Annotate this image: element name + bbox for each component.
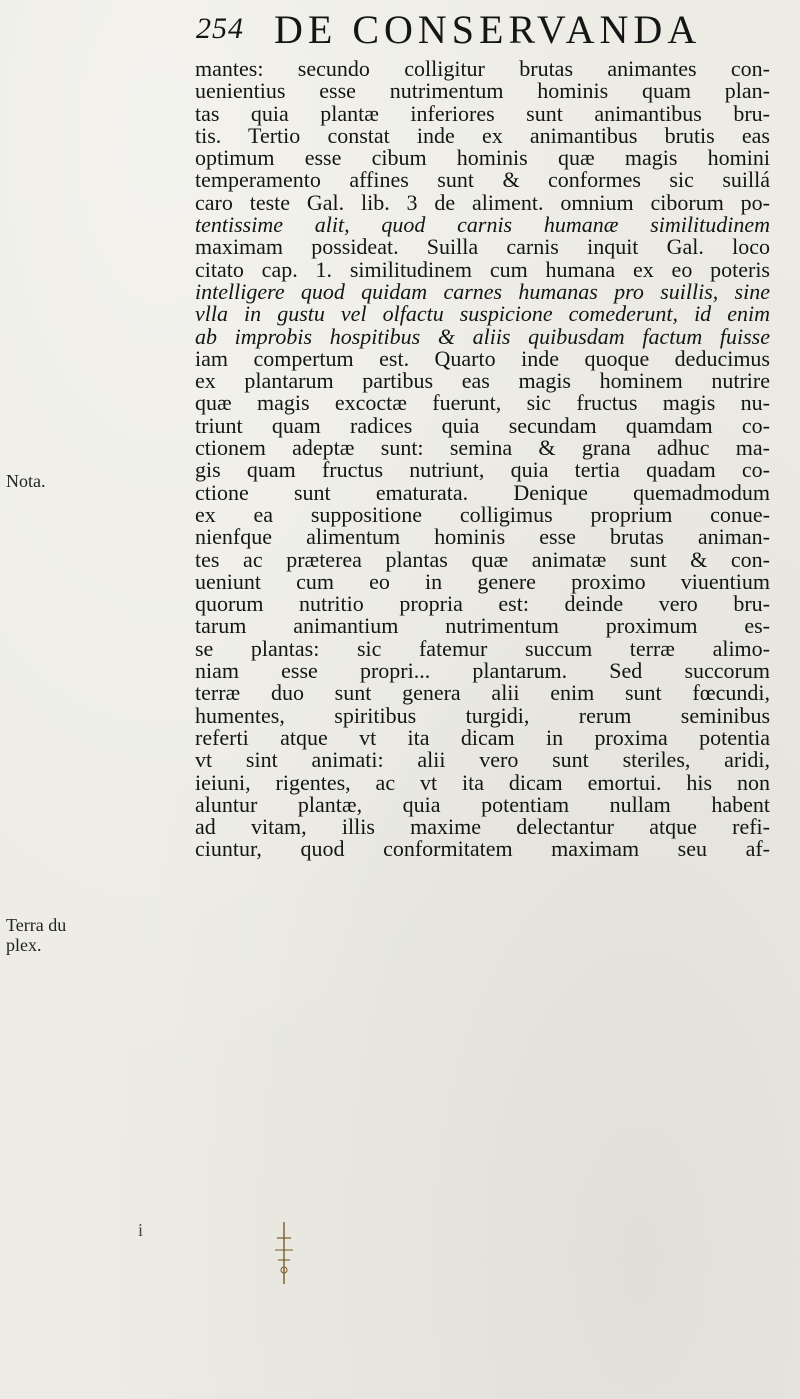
margin-note-nota-text: Nota.	[6, 471, 46, 491]
text-line: optimum esse cibum hominis quæ magis homini	[195, 145, 770, 171]
text-line: gis quam fructus nutriunt, quia tertia quadam co-	[195, 457, 770, 483]
text-line: se plantas: sic fatemur succum terræ alimo-	[195, 635, 770, 661]
text-line: iam compertum est. Quarto inde quoque deducimus	[195, 345, 770, 371]
text-line: ad vitam, illis maxime delectantur atque refi-	[195, 814, 770, 840]
running-head: DE CONSERVANDA	[274, 7, 702, 52]
stray-mark: i	[138, 1220, 144, 1240]
text-line: ueniunt cum eo in genere proximo viuentium	[195, 568, 770, 594]
text-line: tentissime alit, quod carnis humanæ similitudinem	[195, 212, 770, 238]
text-line: mantes: secundo colligitur brutas animantes con-	[195, 56, 770, 81]
text-line: ex ea suppositione colligimus proprium conue-	[195, 501, 770, 527]
text-line: referti atque vt ita dicam in proxima potentia	[195, 724, 770, 750]
text-line: uenientius esse nutrimentum hominis quam plan-	[195, 78, 770, 104]
margin-note-terra-line-1: Terra du	[6, 915, 67, 935]
text-line: terræ duo sunt genera alii enim sunt fœcundi,	[195, 680, 770, 706]
text-line: ctionem adeptæ sunt: semina & grana adhuc ma-	[195, 435, 770, 461]
page-header	[196, 7, 776, 60]
text-line: ctione sunt ematurata. Denique quemadmodum	[195, 479, 770, 505]
text-line: ieiuni, rigentes, ac vt ita dicam emortui. his non	[195, 769, 770, 795]
text-line: quæ magis excoctæ fuerunt, sic fructus magis nu-	[195, 390, 770, 416]
page-number: 254	[196, 12, 244, 45]
body-text	[195, 58, 770, 861]
text-line: citato cap. 1. similitudinem cum humana ex eo poteris	[195, 256, 770, 282]
fleuron-ornament	[264, 1220, 304, 1290]
text-line: quorum nutritio propria est: deinde vero bru-	[195, 591, 770, 617]
text-line: tis. Tertio constat inde ex animantibus brutis eas	[195, 122, 770, 148]
text-line: niam esse propri... plantarum. Sed succorum	[195, 658, 770, 684]
text-line: intelligere quod quidam carnes humanas pro suillis, sine	[195, 278, 770, 304]
text-line: maximam possideat. Suilla carnis inquit Gal. loco	[195, 234, 770, 260]
text-line: temperamento affines sunt & conformes sic suillá	[195, 167, 770, 193]
text-line: vt sint animati: alii vero sunt steriles, aridi,	[195, 747, 770, 773]
text-line: tas quia plantæ inferiores sunt animantibus bru-	[195, 100, 770, 126]
text-line: humentes, spiritibus turgidi, rerum seminibus	[195, 702, 770, 728]
text-line: triunt quam radices quia secundam quamdam co-	[195, 412, 770, 438]
margin-note-terra-line-2: plex.	[6, 935, 42, 955]
text-line: aluntur plantæ, quia potentiam nullam habent	[195, 791, 770, 817]
text-line: ciuntur, quod conformitatem maximam seu af-	[195, 836, 770, 862]
margin-note-nota	[6, 471, 46, 491]
text-line: tarum animantium nutrimentum proximum es-	[195, 613, 770, 639]
text-line: ab improbis hospitibus & aliis quibusdam factum fuisse	[195, 323, 770, 349]
text-line: tes ac præterea plantas quæ animatæ sunt & con-	[195, 546, 770, 572]
text-line: ex plantarum partibus eas magis hominem nutrire	[195, 368, 770, 394]
margin-note-terra-duplex	[6, 915, 66, 955]
text-line: nienfque alimentum hominis esse brutas animan-	[195, 524, 770, 550]
text-line: vlla in gustu vel olfactu suspicione comederunt, id enim	[195, 301, 770, 327]
text-line: caro teste Gal. lib. 3 de aliment. omnium ciborum po-	[195, 189, 770, 215]
